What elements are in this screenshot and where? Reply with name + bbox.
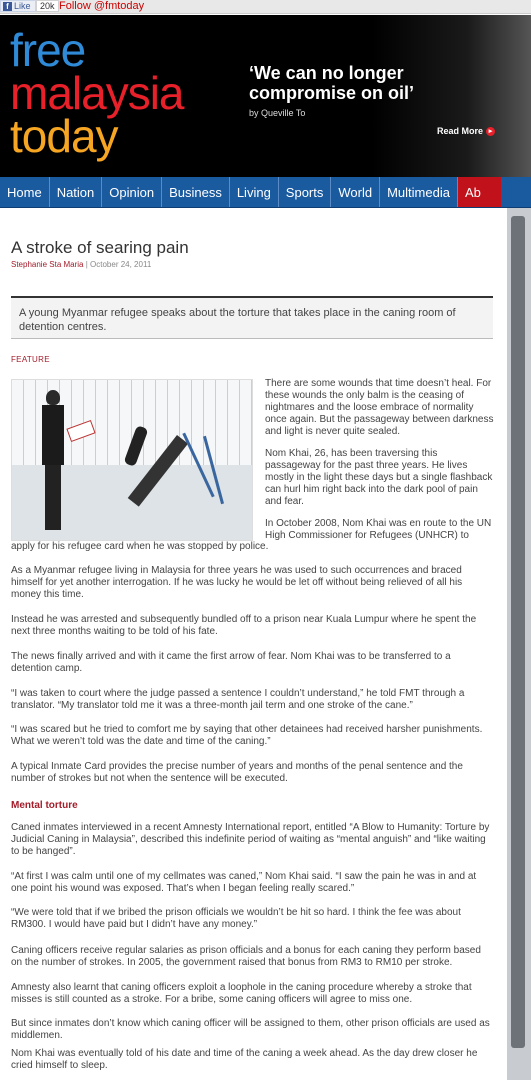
nav-living[interactable]: Living	[230, 177, 279, 207]
paragraph: In October 2008, Nom Khai was en route to the UN High Commissioner for Refugees (UNHCR) to	[265, 518, 492, 541]
read-more-label: Read More	[437, 126, 484, 136]
article-summary: A young Myanmar refugee speaks about the torture that takes place in the caning room of detention centres.	[11, 296, 493, 339]
paragraph: Instead he was arrested and subsequently bundled off to a prison near Kuala Lumpur where he spent the next three months waiting to be told of his fate.	[11, 614, 477, 637]
section-subheading: Mental torture	[11, 800, 78, 811]
nav-sports[interactable]: Sports	[279, 177, 332, 207]
paragraph: Nom Khai was eventually told of his date and time of the caning a week ahead. As the day drew closer he cried himself to sleep.	[11, 1048, 478, 1071]
nav-home[interactable]: Home	[0, 177, 50, 207]
nav-opinion[interactable]: Opinion	[102, 177, 162, 207]
paragraph: “I was taken to court where the judge passed a sentence I couldn’t understand,” he told FMT through a translator. “My translator told me it was a three-month jail term and one stroke of the cane.”	[11, 688, 465, 711]
article-byline	[11, 260, 151, 269]
nav-world[interactable]: World	[331, 177, 380, 207]
photo-officer-head	[46, 390, 60, 405]
article-content	[0, 208, 507, 1080]
logo-word-malaysia: malaysia	[10, 67, 184, 119]
paragraph: A typical Inmate Card provides the precise number of years and months of the penal sentence and the number of strokes but not when the sentence will be executed.	[11, 761, 463, 784]
like-label: Like	[14, 1, 31, 11]
arrow-right-icon: ▸	[486, 127, 495, 136]
article-date: | October 24, 2011	[85, 260, 152, 269]
paragraph: But since inmates don’t know which caning officer will be assigned to them, other prison officials are used as middlemen.	[11, 1018, 490, 1041]
paragraph: “We were told that if we bribed the prison officials we wouldn’t be hit so hard. I think the fee was about RM300. I would have paid but I didn’t have any money.”	[11, 907, 461, 930]
article-photo	[11, 379, 253, 541]
promo-byline: by Queville To	[249, 108, 306, 118]
follow-twitter-link[interactable]: Follow @fmtoday	[59, 0, 145, 12]
like-count: 20k	[36, 0, 59, 12]
facebook-like-button[interactable]	[0, 0, 36, 12]
author-link[interactable]: Stephanie Sta Maria	[11, 260, 84, 269]
photo-officer-legs	[45, 465, 61, 530]
read-more-link[interactable]	[437, 126, 495, 136]
nav-business[interactable]: Business	[162, 177, 230, 207]
photo-officer-figure	[40, 390, 66, 532]
paragraph: As a Myanmar refugee living in Malaysia for three years he was used to such occurrences and braced himself for yet another interrogation. If he was lucky he would be let off without being relieved of all his money this time.	[11, 565, 463, 600]
wrapped-paragraphs	[265, 378, 494, 542]
category-tag[interactable]: FEATURE	[11, 355, 50, 364]
paragraph: Nom Khai, 26, has been traversing this passageway for the past three years. He lives mostly in the light these days but a single flashback can hurl him right back into the dark pool of pain and fear.	[265, 448, 493, 507]
site-logo[interactable]	[10, 24, 184, 162]
promo-headline[interactable]: ‘We can no longer compromise on oil’	[249, 63, 415, 103]
article-title: A stroke of searing pain	[11, 238, 189, 257]
paragraph: The news finally arrived and with it came the first arrow of fear. Nom Khai was to be transferred to a detention camp.	[11, 651, 451, 674]
paragraph: There are some wounds that time doesn’t heal. For these wounds the only balm is the ceasing of nightmares and the loose embrace of normality once again. But the passageway between darkness and light is never quite sealed.	[265, 378, 494, 437]
paragraph: Amnesty also learnt that caning officers exploit a loophole in the caning procedure whereby a stroke that misses is still counted as a stroke. For a bribe, some caning officers will agree to miss one.	[11, 982, 472, 1005]
nav-about[interactable]: Ab	[458, 177, 501, 207]
logo-word-today: today	[10, 110, 118, 162]
photo-officer-body	[42, 405, 64, 465]
social-bar	[0, 0, 531, 14]
paragraph: “At first I was calm until one of my cellmates was caned,” Nom Khai said. “I saw the pain he was in and at one point his wound was exposed. That’s when I began feeling really scared.”	[11, 871, 477, 894]
paragraph-continuation: apply for his refugee card when he was stopped by police.	[11, 541, 269, 552]
paragraph: “I was scared but he tried to comfort me by saying that other detainees had received harsher punishments. What we weren’t told was the date and time of the caning.”	[11, 724, 483, 747]
logo-word-free: free	[10, 24, 86, 76]
nav-nation[interactable]: Nation	[50, 177, 103, 207]
nav-multimedia[interactable]: Multimedia	[380, 177, 458, 207]
site-banner	[0, 15, 531, 177]
paragraph: Caned inmates interviewed in a recent Amnesty International report, entitled “A Blow to Humanity: Torture by Judicial Caning in Malaysia”, described this indefinite period of waiting as “mental anguish” and “like waiting to be hanged”.	[11, 822, 490, 857]
paragraph: Caning officers receive regular salaries as prison officials and a bonus for each caning they perform based on the number of strokes. In 2005, the government raised that bonus from RM3 to RM10 per stroke.	[11, 945, 481, 968]
main-nav	[0, 177, 531, 208]
photo-caning-frame	[157, 430, 227, 510]
scrollbar-thumb[interactable]	[511, 216, 525, 1048]
facebook-icon: f	[3, 2, 12, 11]
